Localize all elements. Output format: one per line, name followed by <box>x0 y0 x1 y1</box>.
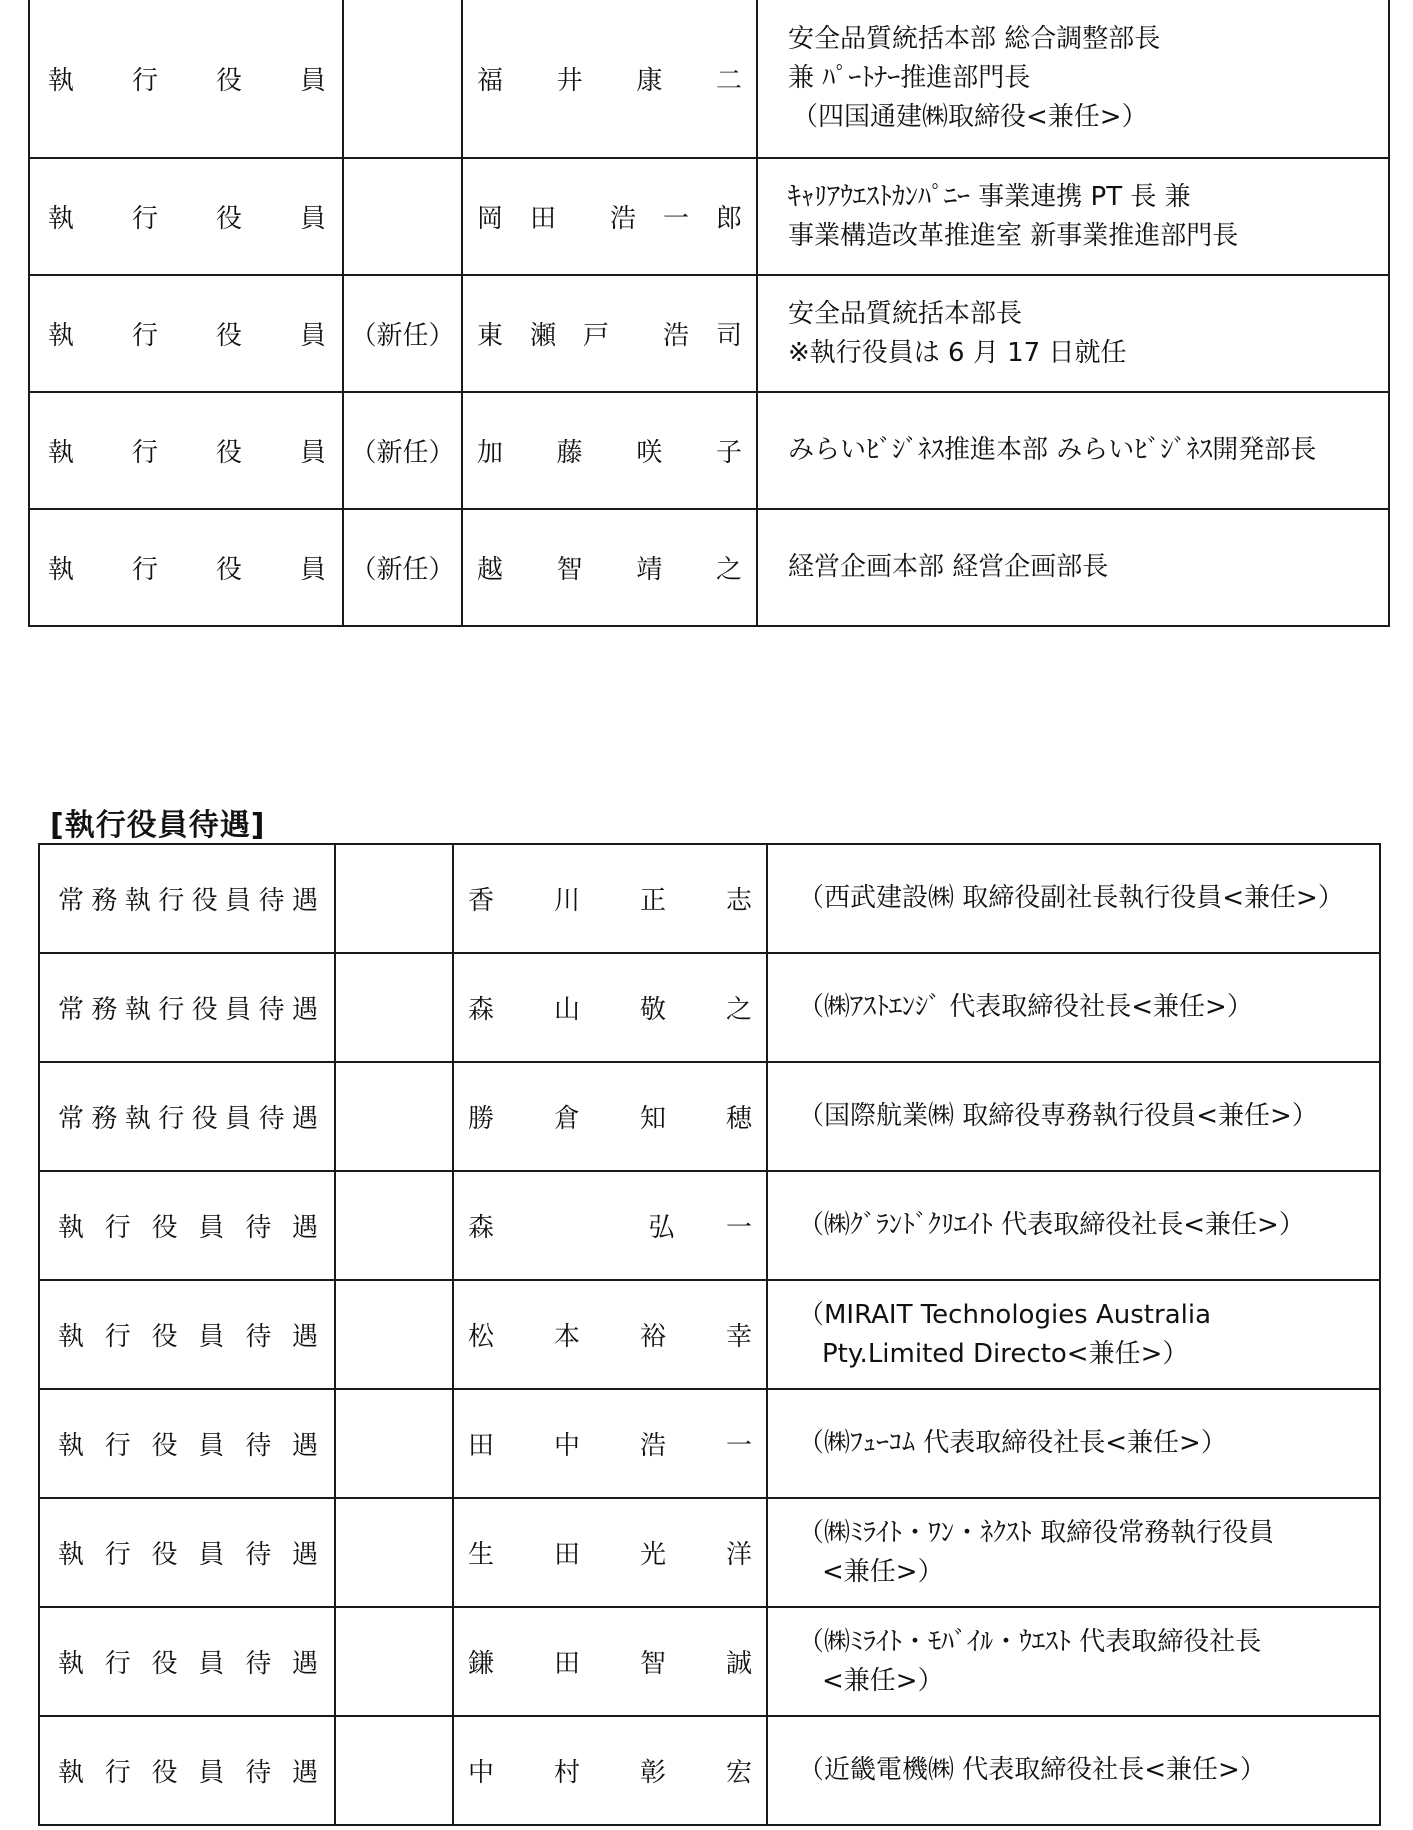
name-cell-char: 山 <box>553 995 580 1025</box>
role-cell-char: 員 <box>198 1322 225 1352</box>
position-line: ※執行役員は 6 月 17 日就任 <box>788 337 1127 368</box>
role-cell <box>39 1171 335 1280</box>
empty-cell <box>335 1498 453 1607</box>
role-cell-char: 執 <box>124 886 151 916</box>
role-cell-char: 執 <box>48 204 75 234</box>
executive-treatment-table <box>38 843 1381 1826</box>
role-cell-char: 役 <box>191 886 218 916</box>
role-cell-chars <box>58 1098 318 1135</box>
table-row <box>29 509 1389 626</box>
name-cell <box>453 953 767 1062</box>
position-line: （四国通建㈱取締役<兼任>） <box>792 102 1148 132</box>
role-cell-chars <box>58 1643 318 1680</box>
role-cell-char: 員 <box>198 1431 225 1461</box>
position-cell <box>767 1062 1380 1171</box>
name-cell-char: 子 <box>715 438 742 468</box>
position-line: （MIRAIT Technologies Australia <box>798 1299 1212 1330</box>
name-cell <box>462 0 757 158</box>
position-line: 安全品質統括本部長 <box>788 298 1023 329</box>
position-line: ｷｬﾘｱｳｴｽﾄｶﾝﾊﾟﾆｰ 事業連携 PT 長 兼 <box>788 181 1191 212</box>
name-cell-char: 鎌 <box>468 1649 495 1679</box>
role-cell-char: 務 <box>91 886 118 916</box>
role-cell-char: 務 <box>91 995 118 1025</box>
executive-officers-table <box>28 0 1390 627</box>
position-cell <box>757 509 1389 626</box>
name-cell-char: 敬 <box>639 995 666 1025</box>
name-cell-char: 岡 <box>477 204 504 234</box>
position-cell <box>757 0 1389 158</box>
position-cell <box>767 1716 1380 1825</box>
role-cell <box>39 1389 335 1498</box>
name-cell-char: 藤 <box>556 438 583 468</box>
role-cell-char: 執 <box>48 321 75 351</box>
role-cell-char: 役 <box>215 555 242 585</box>
position-line: <兼任>） <box>822 1556 944 1587</box>
position-line: （西武建設㈱ 取締役副社長執行役員<兼任>） <box>798 883 1344 913</box>
name-cell-char: 志 <box>725 886 752 916</box>
role-cell-char: 遇 <box>291 995 318 1025</box>
role-cell-char: 役 <box>151 1758 178 1788</box>
role-cell-char: 遇 <box>291 1540 318 1570</box>
name-cell-chars <box>468 1534 752 1571</box>
role-cell-chars <box>48 198 326 235</box>
name-cell-char: 勝 <box>468 1104 495 1134</box>
name-cell-char: 田 <box>553 1540 580 1570</box>
role-cell-chars <box>48 432 326 469</box>
role-cell-char: 待 <box>245 1431 272 1461</box>
role-cell-chars <box>58 1425 318 1462</box>
name-cell-char: 之 <box>715 555 742 585</box>
name-cell-chars <box>468 1098 752 1135</box>
table-row <box>29 158 1389 275</box>
role-cell-char: 遇 <box>291 1649 318 1679</box>
name-cell-char: 田 <box>530 204 557 234</box>
name-cell-chars <box>477 198 742 235</box>
table-row <box>39 1280 1380 1389</box>
role-cell-char: 員 <box>198 1540 225 1570</box>
role-cell-char: 行 <box>131 204 158 234</box>
table-row <box>29 275 1389 392</box>
role-cell-char: 行 <box>131 66 158 96</box>
name-cell-char: 弘 <box>648 1213 675 1243</box>
empty-cell <box>335 953 453 1062</box>
position-cell <box>757 275 1389 392</box>
role-cell-char: 執 <box>58 1758 85 1788</box>
role-cell-char: 員 <box>225 995 252 1025</box>
role-cell-char: 待 <box>258 1104 285 1134</box>
role-cell-char: 役 <box>215 321 242 351</box>
name-cell-chars <box>468 1316 752 1353</box>
role-cell <box>39 1062 335 1171</box>
new-appointment-tag: （新任） <box>343 275 462 392</box>
name-cell-char: 川 <box>553 886 580 916</box>
name-cell <box>462 275 757 392</box>
role-cell-char: 役 <box>191 1104 218 1134</box>
role-cell-chars <box>58 989 318 1026</box>
name-cell-chars <box>477 432 742 469</box>
position-line: （㈱ｱｽﾄｴﾝｼﾞ 代表取締役社長<兼任>） <box>798 992 1253 1022</box>
name-cell-char: 浩 <box>639 1431 666 1461</box>
name-cell-char: 穂 <box>725 1104 752 1134</box>
empty-cell <box>335 1062 453 1171</box>
role-cell-char: 待 <box>258 995 285 1025</box>
name-cell-char: 加 <box>477 438 504 468</box>
name-cell-chars <box>468 1643 752 1680</box>
empty-cell <box>335 1607 453 1716</box>
table-row <box>29 0 1389 158</box>
position-cell <box>767 1171 1380 1280</box>
name-cell-char: 二 <box>715 66 742 96</box>
role-cell-char: 待 <box>245 1322 272 1352</box>
role-cell-char: 執 <box>124 995 151 1025</box>
role-cell-char: 執 <box>58 1540 85 1570</box>
name-cell-char: 咲 <box>636 438 663 468</box>
role-cell-char: 員 <box>299 204 326 234</box>
name-cell-char: 森 <box>468 1213 495 1243</box>
role-cell-char: 待 <box>245 1540 272 1570</box>
name-cell-char: 郎 <box>715 204 742 234</box>
name-cell <box>462 158 757 275</box>
role-cell <box>39 1716 335 1825</box>
role-cell-chars <box>58 1316 318 1353</box>
role-cell <box>39 844 335 953</box>
name-cell-char: 生 <box>468 1540 495 1570</box>
position-cell <box>767 953 1380 1062</box>
role-cell-char: 役 <box>215 204 242 234</box>
position-line: 経営企画本部 経営企画部長 <box>788 552 1109 582</box>
name-cell-char: 誠 <box>725 1649 752 1679</box>
new-appointment-tag <box>343 158 462 275</box>
role-cell-chars <box>58 880 318 917</box>
position-cell <box>767 1607 1380 1716</box>
role-cell-char: 務 <box>91 1104 118 1134</box>
name-cell-char: 浩 <box>662 321 689 351</box>
name-cell-char: 司 <box>715 321 742 351</box>
name-cell-char: 倉 <box>553 1104 580 1134</box>
role-cell-char: 行 <box>104 1649 131 1679</box>
role-cell-char: 遇 <box>291 1758 318 1788</box>
position-cell <box>767 1498 1380 1607</box>
table-row <box>39 844 1380 953</box>
role-cell-char: 役 <box>191 995 218 1025</box>
role-cell-char: 執 <box>58 1431 85 1461</box>
role-cell-char: 行 <box>104 1758 131 1788</box>
position-line: （㈱ﾌｭｰｺﾑ 代表取締役社長<兼任>） <box>798 1428 1227 1458</box>
role-cell-char: 員 <box>225 1104 252 1134</box>
role-cell-char: 役 <box>151 1649 178 1679</box>
role-cell-char: 員 <box>198 1213 225 1243</box>
name-cell-char: 康 <box>636 66 663 96</box>
role-cell-char: 役 <box>151 1322 178 1352</box>
name-cell-chars <box>477 549 742 586</box>
role-cell-char: 員 <box>225 886 252 916</box>
role-cell-char: 員 <box>198 1758 225 1788</box>
role-cell-chars <box>58 1534 318 1571</box>
name-cell <box>453 844 767 953</box>
name-cell <box>453 1607 767 1716</box>
name-cell-char: 之 <box>725 995 752 1025</box>
name-cell <box>462 509 757 626</box>
position-line: （近畿電機㈱ 代表取締役社長<兼任>） <box>798 1755 1266 1785</box>
name-cell-char: 光 <box>639 1540 666 1570</box>
name-cell <box>453 1062 767 1171</box>
name-cell-chars <box>468 989 752 1026</box>
name-cell-char: 彰 <box>639 1758 666 1788</box>
role-cell-char: 員 <box>299 321 326 351</box>
position-cell <box>757 158 1389 275</box>
position-cell <box>767 844 1380 953</box>
name-cell-char: 田 <box>468 1431 495 1461</box>
name-cell-char: 智 <box>639 1649 666 1679</box>
table-row <box>39 1607 1380 1716</box>
name-cell-char: 松 <box>468 1322 495 1352</box>
role-cell <box>39 1280 335 1389</box>
name-cell <box>453 1171 767 1280</box>
position-line: （㈱ﾐﾗｲﾄ・ﾜﾝ・ﾈｸｽﾄ 取締役常務執行役員 <box>798 1517 1275 1548</box>
role-cell-char: 待 <box>258 886 285 916</box>
name-cell-char: 香 <box>468 886 495 916</box>
role-cell <box>29 0 343 158</box>
name-cell-chars <box>468 880 752 917</box>
position-cell <box>757 392 1389 509</box>
role-cell-char: 待 <box>245 1758 272 1788</box>
name-cell-char: 中 <box>553 1431 580 1461</box>
name-cell-char: 一 <box>662 204 689 234</box>
role-cell-char: 遇 <box>291 886 318 916</box>
role-cell <box>29 275 343 392</box>
role-cell-char: 役 <box>215 438 242 468</box>
role-cell-char: 行 <box>104 1213 131 1243</box>
name-cell-chars <box>477 60 742 97</box>
role-cell-char: 員 <box>198 1649 225 1679</box>
role-cell-char: 行 <box>104 1540 131 1570</box>
section-title: [執行役員待遇] <box>50 808 266 843</box>
role-cell-char: 役 <box>151 1213 178 1243</box>
name-cell-char: 越 <box>477 555 504 585</box>
role-cell <box>29 509 343 626</box>
name-cell-char: 井 <box>556 66 583 96</box>
name-cell <box>453 1280 767 1389</box>
name-cell-char: 戸 <box>583 321 610 351</box>
name-cell-char: 正 <box>639 886 666 916</box>
role-cell-char: 役 <box>151 1540 178 1570</box>
role-cell-char: 員 <box>299 555 326 585</box>
role-cell-char: 行 <box>104 1322 131 1352</box>
role-cell-char: 員 <box>299 66 326 96</box>
position-line: みらいﾋﾞｼﾞﾈｽ推進本部 みらいﾋﾞｼﾞﾈｽ開発部長 <box>788 435 1317 465</box>
name-cell <box>453 1716 767 1825</box>
name-cell-char: 智 <box>556 555 583 585</box>
position-line: （㈱ﾐﾗｲﾄ・ﾓﾊﾞｲﾙ・ｳｴｽﾄ 代表取締役社長 <box>798 1626 1262 1657</box>
name-cell-char: 幸 <box>725 1322 752 1352</box>
empty-cell <box>335 1389 453 1498</box>
table-row <box>39 1171 1380 1280</box>
name-cell-char: 宏 <box>725 1758 752 1788</box>
role-cell-char: 行 <box>131 555 158 585</box>
role-cell <box>39 953 335 1062</box>
role-cell-char: 常 <box>58 995 85 1025</box>
name-cell <box>453 1389 767 1498</box>
name-cell-char: 田 <box>553 1649 580 1679</box>
role-cell-chars <box>58 1207 318 1244</box>
role-cell-char: 執 <box>58 1322 85 1352</box>
role-cell-char: 待 <box>245 1213 272 1243</box>
empty-cell <box>335 1171 453 1280</box>
position-cell <box>767 1389 1380 1498</box>
role-cell-char: 行 <box>158 1104 185 1134</box>
name-cell-char: 福 <box>477 66 504 96</box>
role-cell-char: 待 <box>245 1649 272 1679</box>
role-cell-char: 遇 <box>291 1431 318 1461</box>
name-cell-char: 村 <box>553 1758 580 1788</box>
name-cell-char: 瀬 <box>530 321 557 351</box>
role-cell-char: 執 <box>124 1104 151 1134</box>
table-row <box>39 1498 1380 1607</box>
role-cell-char: 常 <box>58 886 85 916</box>
table-row <box>39 953 1380 1062</box>
name-cell-char: 東 <box>477 321 504 351</box>
new-appointment-tag <box>343 0 462 158</box>
role-cell-char: 行 <box>158 995 185 1025</box>
role-cell-chars <box>48 315 326 352</box>
role-cell-char: 遇 <box>291 1213 318 1243</box>
role-cell-char: 遇 <box>291 1104 318 1134</box>
name-cell-char: 洋 <box>725 1540 752 1570</box>
position-line: （㈱ｸﾞﾗﾝﾄﾞｸﾘｴｲﾄ 代表取締役社長<兼任>） <box>798 1210 1305 1240</box>
table-row <box>39 1389 1380 1498</box>
role-cell-chars <box>48 549 326 586</box>
role-cell-char: 常 <box>58 1104 85 1134</box>
name-cell-char: 知 <box>639 1104 666 1134</box>
role-cell-char: 行 <box>131 438 158 468</box>
role-cell-char: 執 <box>48 66 75 96</box>
name-cell-char: 靖 <box>636 555 663 585</box>
role-cell-char: 行 <box>131 321 158 351</box>
name-cell-char: 浩 <box>609 204 636 234</box>
role-cell <box>39 1607 335 1716</box>
position-cell <box>767 1280 1380 1389</box>
position-line: <兼任>） <box>822 1665 944 1696</box>
role-cell-char: 行 <box>104 1431 131 1461</box>
name-cell-char: 一 <box>725 1213 752 1243</box>
name-cell-char: 中 <box>468 1758 495 1788</box>
table-row <box>29 392 1389 509</box>
position-line: 安全品質統括本部 総合調整部長 <box>788 24 1161 54</box>
position-line: （国際航業㈱ 取締役専務執行役員<兼任>） <box>798 1101 1318 1131</box>
name-cell-char: 本 <box>553 1322 580 1352</box>
role-cell-char: 行 <box>158 886 185 916</box>
position-line: Pty.Limited Directo<兼任>） <box>822 1338 1189 1369</box>
name-cell <box>462 392 757 509</box>
table-row <box>39 1716 1380 1825</box>
role-cell <box>29 158 343 275</box>
role-cell-char: 員 <box>299 438 326 468</box>
table-row <box>39 1062 1380 1171</box>
role-cell <box>39 1498 335 1607</box>
name-cell-char: 裕 <box>639 1322 666 1352</box>
role-cell-char: 執 <box>58 1649 85 1679</box>
name-cell-char: 一 <box>725 1431 752 1461</box>
role-cell-char: 執 <box>48 438 75 468</box>
new-appointment-tag: （新任） <box>343 509 462 626</box>
position-line: 兼 ﾊﾟｰﾄﾅｰ推進部門長 <box>788 63 1031 93</box>
position-line: 事業構造改革推進室 新事業推進部門長 <box>788 220 1239 251</box>
role-cell-char: 役 <box>215 66 242 96</box>
name-cell-char: 森 <box>468 995 495 1025</box>
role-cell-char: 執 <box>58 1213 85 1243</box>
role-cell <box>29 392 343 509</box>
empty-cell <box>335 1280 453 1389</box>
name-cell-chars <box>477 315 742 352</box>
name-cell <box>453 1498 767 1607</box>
empty-cell <box>335 844 453 953</box>
empty-cell <box>335 1716 453 1825</box>
role-cell-chars <box>58 1752 318 1789</box>
role-cell-char: 執 <box>48 555 75 585</box>
name-cell-chars <box>468 1207 752 1244</box>
name-cell-chars <box>468 1752 752 1789</box>
role-cell-chars <box>48 60 326 97</box>
new-appointment-tag: （新任） <box>343 392 462 509</box>
name-cell-chars <box>468 1425 752 1462</box>
role-cell-char: 遇 <box>291 1322 318 1352</box>
role-cell-char: 役 <box>151 1431 178 1461</box>
